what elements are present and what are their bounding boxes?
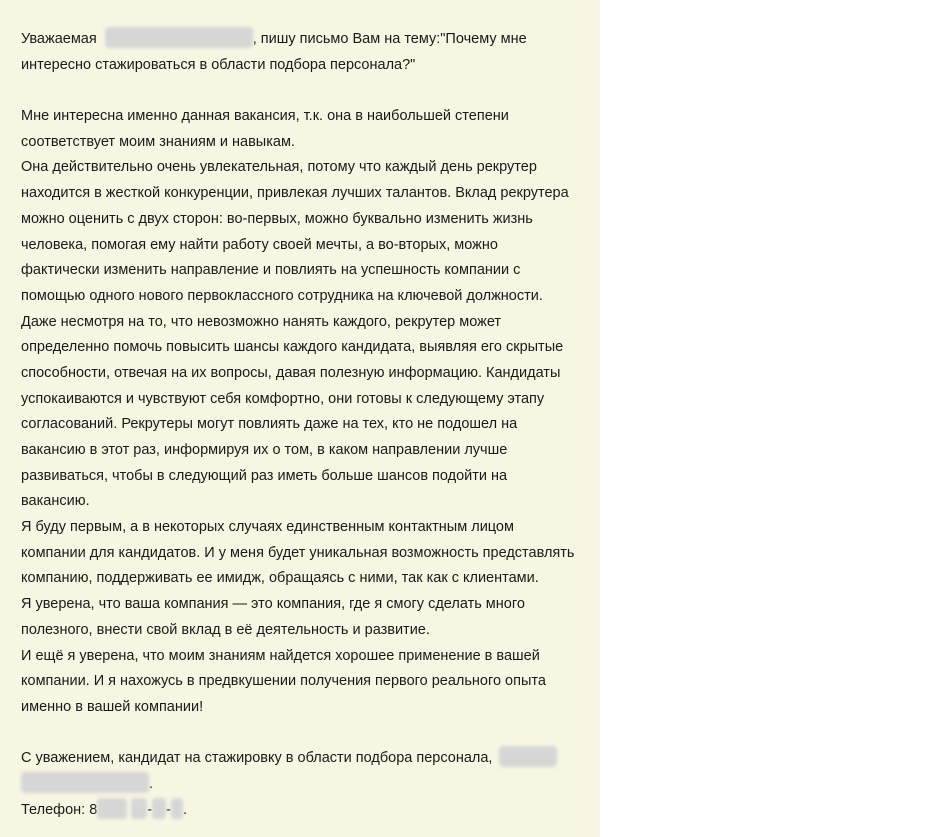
signature-name-line [21, 772, 600, 798]
body-line: Я буду первым, а в некоторых случаях единственным контактным лицом [21, 519, 514, 536]
phone-line [21, 798, 600, 824]
greeting-rest: , пишу письмо Вам на тему:"Почему мне [252, 31, 527, 47]
paragraph-gap [21, 78, 600, 104]
redacted-phone-part [152, 798, 166, 819]
redacted-surname [499, 746, 557, 767]
body-line: Мне интересна именно данная вакансия, т.к. она в наибольшей степени [21, 108, 509, 125]
body-line: человека, помогая ему найти работу своей мечты, а во-вторых, можно [21, 236, 498, 253]
redacted-full-name [21, 772, 149, 793]
intro-line: интересно стажироваться в области подбора персонала?" [21, 56, 416, 73]
body-line: соответствует моим знаниям и навыкам. [21, 133, 295, 150]
phone-separator: - [166, 801, 171, 818]
body-line: можно оценить с двух сторон: во-первых, можно буквально изменить жизнь [21, 210, 533, 227]
body-line: вакансию в этот раз, информируя их о том, в каком направлении лучше [21, 442, 508, 458]
body-line: помощью одного нового первоклассного сотрудника на ключевой должности. [21, 287, 543, 304]
phone-end: . [183, 801, 188, 818]
body-line: полезного, внести свой вклад в её деятельность и развитие. [21, 621, 430, 638]
body-line: компании. И я нахожусь в предвкушении получения первого реального опыта [21, 673, 546, 690]
body-line: Я уверена, что ваша компания — это компания, где я смогу сделать много [21, 596, 525, 613]
phone-separator: - [147, 801, 153, 818]
body-line: компанию, поддерживать ее имидж, обращаясь с ними, так как с клиентами. [21, 570, 539, 587]
body-line: компании для кандидатов. И у меня будет уникальная возможность представлять [21, 544, 575, 561]
paragraph-gap [21, 721, 600, 747]
redacted-phone-part [131, 798, 147, 819]
signature-line [21, 746, 600, 772]
body-line: И ещё я уверена, что моим знаниям найдется хорошее применение в вашей [21, 647, 540, 664]
body-line: согласований. Рекрутеры могут повлиять даже на тех, кто не подошел на [21, 416, 518, 433]
body-line: находится в жесткой конкуренции, привлекая лучших талантов. Вклад рекрутера [21, 185, 569, 202]
body-line: Даже несмотря на то, что невозможно нанять каждого, рекрутер может [21, 313, 502, 330]
body-line: развиваться, чтобы в следующий раз иметь больше шансов подойти на [21, 467, 508, 484]
body-line: способности, отвечая на их вопросы, давая полезную информацию. Кандидаты [21, 364, 561, 381]
signature-text: С уважением, кандидат на стажировку в области подбора персонала, [21, 750, 493, 767]
greeting-word: Уважаемая [21, 31, 97, 47]
body-line: вакансию. [21, 493, 90, 510]
body-line: успокаиваются и чувствуют себя комфортно, они готовы к следующему этапу [21, 390, 545, 407]
body-line: Она действительно очень увлекательная, потому что каждый день рекрутер [21, 159, 537, 176]
redacted-phone-part [97, 798, 127, 819]
greeting-line [21, 27, 600, 53]
body-line: именно в вашей компании! [21, 698, 204, 715]
signature-tail: . [149, 775, 154, 792]
phone-label: Телефон: 8 [21, 801, 98, 818]
redacted-name [105, 27, 253, 48]
redacted-phone-part [171, 798, 183, 819]
body-line: определенно помочь повысить шансы каждого кандидата, выявляя его скрытые [21, 339, 564, 356]
body-line: фактически изменить направление и повлиять на успешность компании с [21, 262, 521, 279]
